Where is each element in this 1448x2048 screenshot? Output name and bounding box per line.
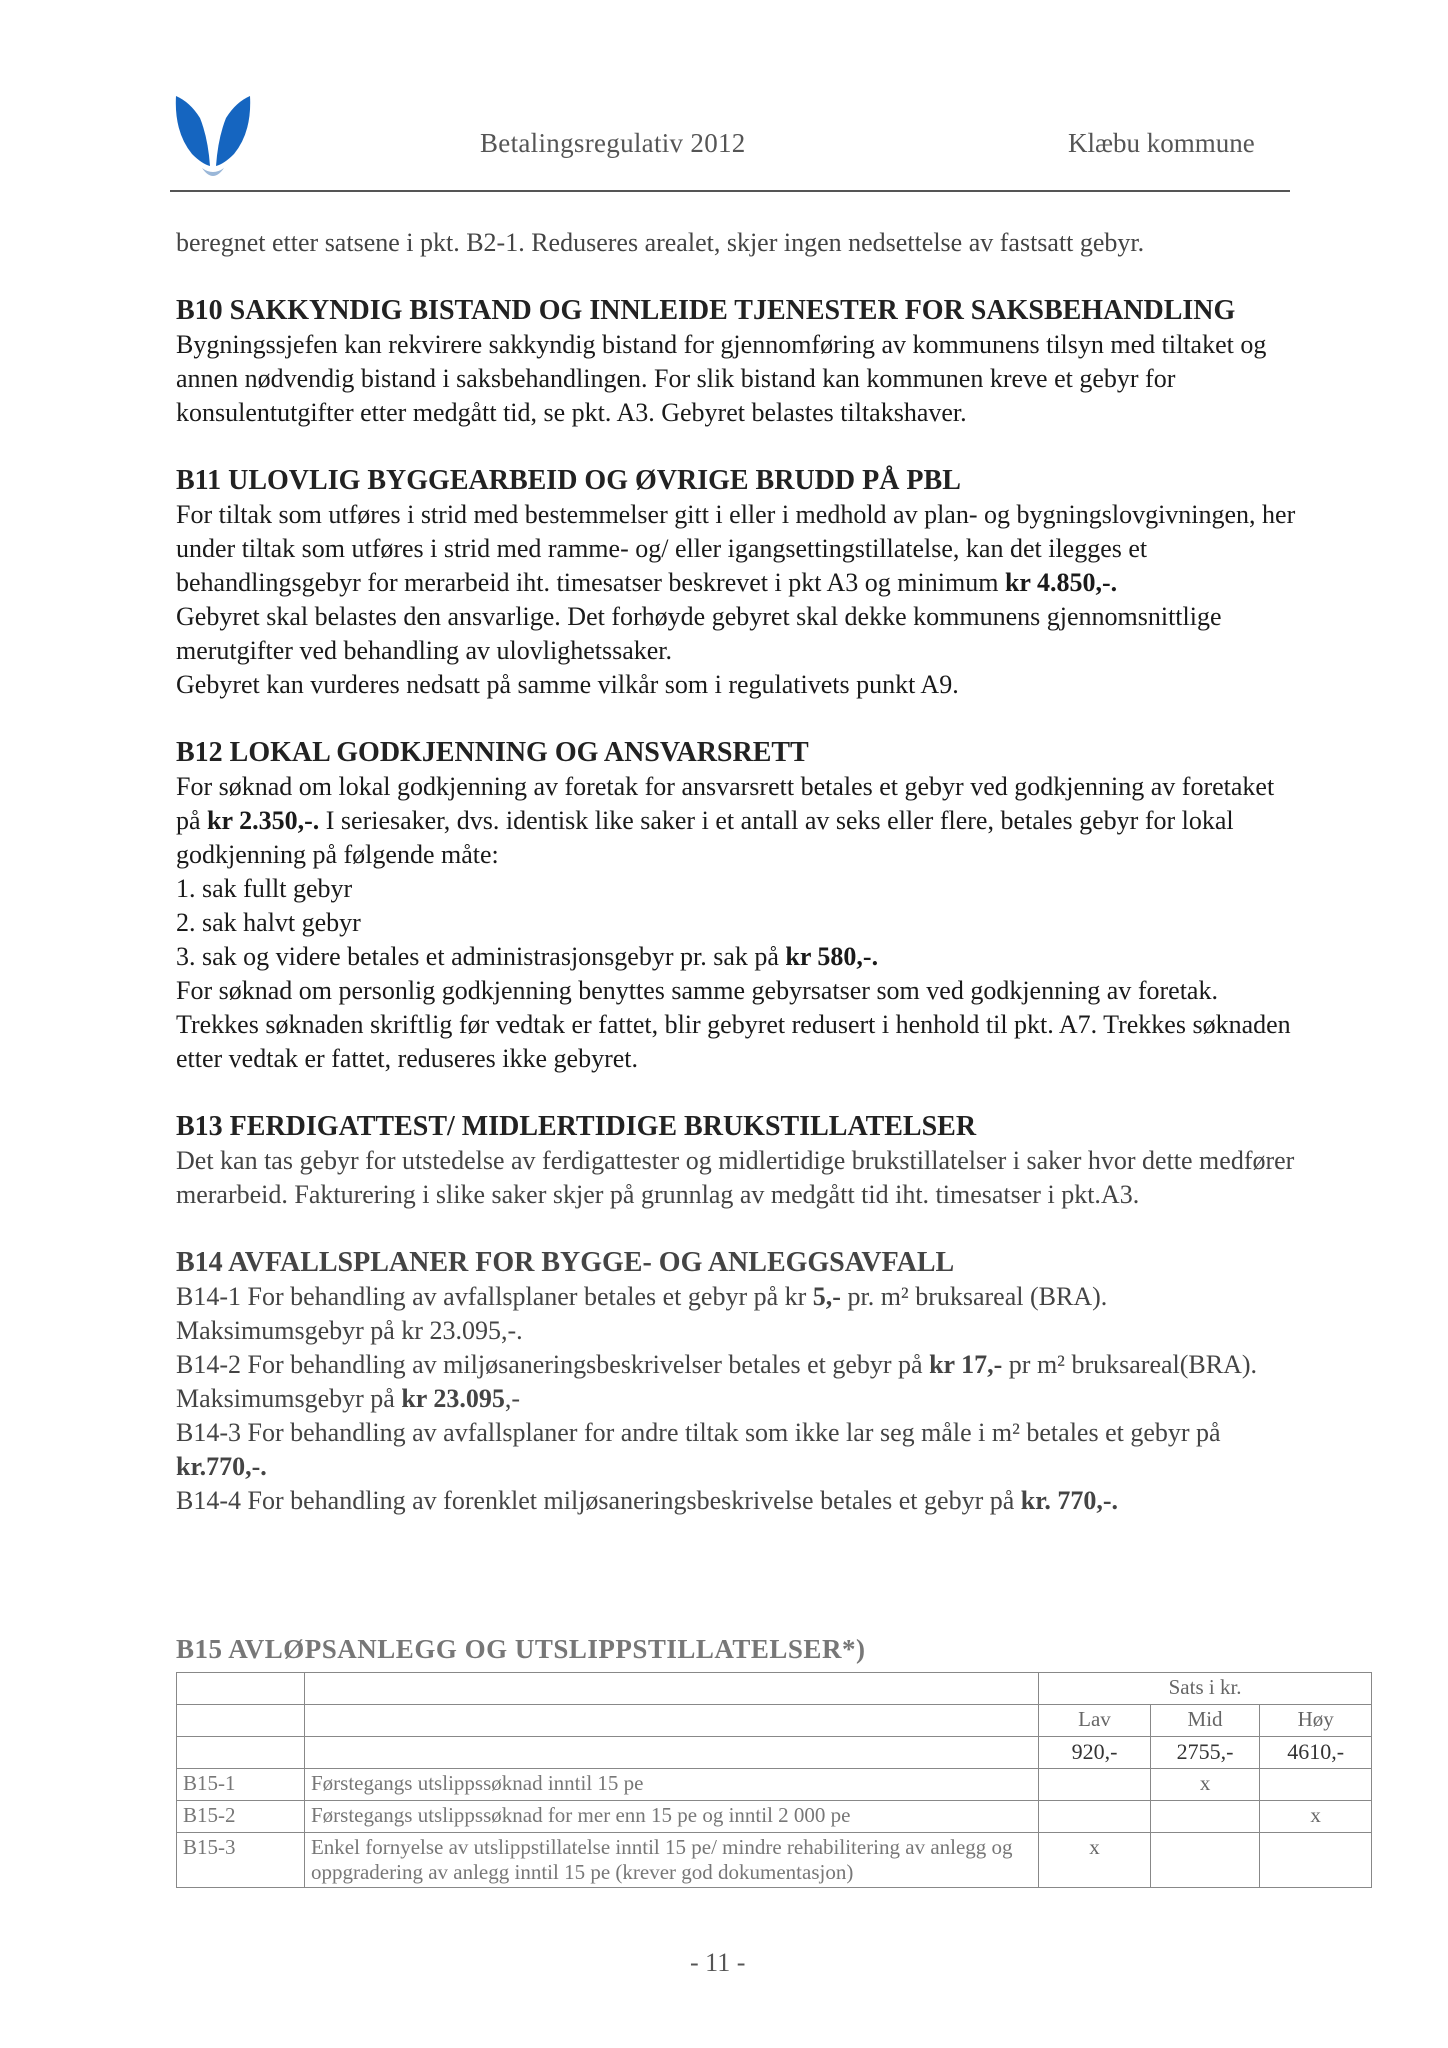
fee-amount: kr. 770,-. [1020, 1486, 1119, 1515]
row-code: B15-1 [177, 1769, 305, 1801]
organization-name: Klæbu kommune [1068, 128, 1255, 158]
column-header: Mid [1150, 1705, 1260, 1737]
row-description: Enkel fornyelse av utslippstillatelse inntil 15 pe/ mindre rehabilitering av anlegg og oppgradering av anlegg inntil 15 pe (krever god dokumentasjon) [304, 1833, 1038, 1888]
section-text-b14-3: B14-3 For behandling av avfallsplaner for andre tiltak som ikke lar seg måle i m² betales et gebyr på kr.770,-. [176, 1418, 1221, 1481]
list-item: 3. sak og videre betales et administrasjonsgebyr pr. sak på kr 580,-. [176, 942, 879, 971]
fee-amount: kr 580,-. [785, 942, 879, 971]
section-text-b14-2: B14-2 For behandling av miljøsaneringsbeskrivelser betales et gebyr på kr 17,- pr m² bruksareal(BRA). Maksimumsgebyr på kr 23.095,- [176, 1350, 1258, 1413]
section-text-b10: Bygningssjefen kan rekvirere sakkyndig bistand for gjennomføring av kommunens tilsyn med tiltaket og annen nødvendig bistand i saksbehandlingen. For slik bistand kan kommunen kreve et gebyr for konsulentutgifter etter medgått tid, se pkt. A3. Gebyret belastes tiltakshaver. [176, 330, 1267, 427]
fee-amount: kr.770,-. [176, 1452, 267, 1481]
row-description: Førstegangs utslippssøknad inntil 15 pe [304, 1769, 1038, 1801]
cell-mid [1150, 1833, 1260, 1888]
cell-lav [1039, 1801, 1151, 1833]
section-text-b12-2: For søknad om personlig godkjenning benyttes samme gebyrsatser som ved godkjenning av foretak. Trekkes søknaden skriftlig før vedtak er fattet, blir gebyret redusert i henhold til pkt. A7. Trekkes søknaden etter vedtak er fattet, reduseres ikke gebyret. [176, 976, 1291, 1073]
cell-lav [1039, 1769, 1151, 1801]
cell-lav: x [1039, 1833, 1151, 1888]
section-text-b14-1: B14-1 For behandling av avfallsplaner betales et gebyr på kr 5,- pr. m² bruksareal (BRA). Maksimumsgebyr på kr 23.095,-. [176, 1282, 1108, 1345]
column-header: Lav [1039, 1705, 1151, 1737]
section-heading-b15: B15 AVLØPSANLEGG OG UTSLIPPSTILLATELSER*) [176, 1634, 866, 1664]
page-body [176, 226, 1296, 1518]
sats-header: Sats i kr. [1039, 1673, 1372, 1705]
rate-value: 2755,- [1150, 1737, 1260, 1769]
section-text-b13: Det kan tas gebyr for utstedelse av ferdigattester og midlertidige brukstillatelser i saker hvor dette medfører merarbeid. Fakturering i slike saker skjer på grunnlag av medgått tid iht. timesatser i pkt.A3. [176, 1146, 1295, 1209]
table-header-row [177, 1705, 1372, 1737]
page-number: - 11 - [690, 1948, 746, 1977]
section-text-b12: For søknad om lokal godkjenning av foretak for ansvarsrett betales et gebyr ved godkjenning av foretaket på kr 2.350,-. I seriesaker, dvs. identisk like saker i et antall av seks eller flere, betales gebyr for lokal godkjenning på følgende måte: [176, 772, 1275, 869]
section-text-b11-3: Gebyret kan vurderes nedsatt på samme vilkår som i regulativets punkt A9. [176, 670, 959, 699]
cell-hoy [1260, 1833, 1372, 1888]
table-row [177, 1801, 1372, 1833]
cell-mid: x [1150, 1769, 1260, 1801]
rate-value: 4610,- [1260, 1737, 1372, 1769]
section-heading-b13: B13 FERDIGATTEST/ MIDLERTIDIGE BRUKSTILLATELSER [176, 1111, 977, 1142]
intro-paragraph: beregnet etter satsene i pkt. B2-1. Reduseres arealet, skjer ingen nedsettelse av fastsatt gebyr. [176, 228, 1145, 257]
fee-amount: kr 4.850,-. [1004, 568, 1118, 597]
list-item: 1. sak fullt gebyr [176, 874, 353, 903]
table-header-row [177, 1673, 1372, 1705]
section-text-b14-4: B14-4 For behandling av forenklet miljøsaneringsbeskrivelse betales et gebyr på kr. 770,-. [176, 1486, 1119, 1515]
rate-value: 920,- [1039, 1737, 1151, 1769]
cell-hoy: x [1260, 1801, 1372, 1833]
row-code: B15-3 [177, 1833, 305, 1888]
table-row [177, 1769, 1372, 1801]
row-description: Førstegangs utslippssøknad for mer enn 15 pe og inntil 2 000 pe [304, 1801, 1038, 1833]
municipal-shield-icon [172, 92, 254, 190]
cell-hoy [1260, 1769, 1372, 1801]
table-rate-row [177, 1737, 1372, 1769]
fee-amount: 5,- [812, 1282, 841, 1311]
column-header: Høy [1260, 1705, 1372, 1737]
section-heading-b10: B10 SAKKYNDIG BISTAND OG INNLEIDE TJENESTER FOR SAKSBEHANDLING [176, 295, 1236, 326]
fee-amount: kr 17,- [929, 1350, 1003, 1379]
section-heading-b14: B14 AVFALLSPLANER FOR BYGGE- OG ANLEGGSAVFALL [176, 1247, 955, 1278]
document-title: Betalingsregulativ 2012 [480, 128, 746, 158]
header-divider [170, 190, 1290, 192]
row-code: B15-2 [177, 1801, 305, 1833]
list-item: 2. sak halvt gebyr [176, 908, 361, 937]
section-heading-b12: B12 LOKAL GODKJENNING OG ANSVARSRETT [176, 737, 809, 768]
fee-amount: kr 2.350,-. [207, 806, 320, 835]
section-text-b11: For tiltak som utføres i strid med bestemmelser gitt i eller i medhold av plan- og bygningslovgivningen, her under tiltak som utføres i strid med ramme- og/ eller igangsettingstillatelse, kan det ilegges et behandlingsgebyr for merarbeid iht. timesatser beskrevet i pkt A3 og minimum kr 4.850,-. [176, 500, 1296, 597]
fee-amount: kr 23.095 [401, 1384, 505, 1413]
section-text-b11-2: Gebyret skal belastes den ansvarlige. Det forhøyde gebyret skal dekke kommunens gjennomsnittlige merutgifter ved behandling av ulovlighetssaker. [176, 602, 1222, 665]
cell-mid [1150, 1801, 1260, 1833]
section-heading-b11: B11 ULOVLIG BYGGEARBEID OG ØVRIGE BRUDD PÅ PBL [176, 465, 961, 496]
table-row [177, 1833, 1372, 1888]
fee-table [176, 1672, 1372, 1888]
